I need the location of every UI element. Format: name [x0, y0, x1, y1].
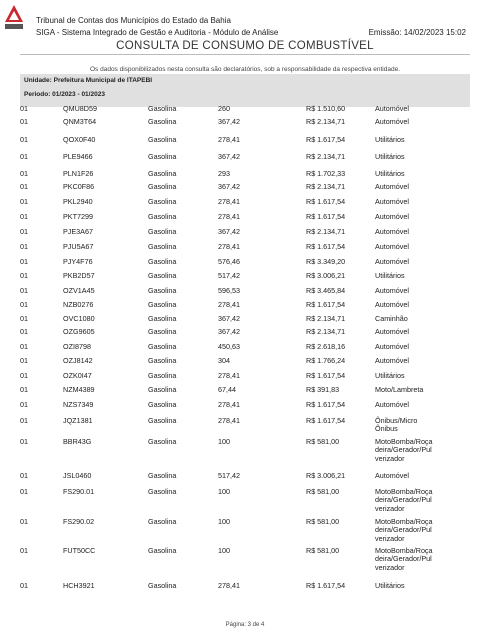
cell-quantidade: 278,41 — [218, 197, 240, 206]
cell-tipo-line: Utilitários — [375, 271, 405, 280]
cell-tipo — [375, 170, 447, 178]
cell-placa: NZM4389 — [63, 385, 95, 394]
periodo-bar: Periodo: 01/2023 - 01/2023 — [20, 87, 470, 107]
cell-placa: FUT50CC — [63, 546, 96, 555]
cell-item: 01 — [20, 117, 28, 126]
cell-tipo-line: deira/Gerador/Pul — [375, 445, 432, 455]
cell-tipo-line: MotoBomba/Roça — [375, 487, 433, 496]
cell-tipo-line: Automóvel — [375, 471, 409, 480]
cell-item: 01 — [20, 400, 28, 409]
cell-tipo — [375, 343, 447, 351]
cell-valor: R$ 581,00 — [306, 487, 340, 496]
system-name: SIGA - Sistema Integrado de Gestão e Auditoria - Módulo de Análise — [36, 28, 279, 37]
cell-placa: PKC0F86 — [63, 182, 95, 191]
cell-tipo-line: Automóvel — [375, 104, 409, 113]
cell-item: 01 — [20, 471, 28, 480]
cell-valor: R$ 2.134,71 — [306, 182, 346, 191]
cell-placa: HCH3921 — [63, 581, 95, 590]
cell-item: 01 — [20, 104, 28, 113]
cell-valor: R$ 581,00 — [306, 437, 340, 446]
cell-tipo-line: deira/Gerador/Pul — [375, 495, 432, 505]
cell-tipo — [375, 153, 447, 161]
cell-item: 01 — [20, 242, 28, 251]
cell-quantidade: 367,42 — [218, 314, 240, 323]
cell-tipo — [375, 198, 447, 206]
cell-placa: PKB2D57 — [63, 271, 95, 280]
cell-combustivel: Gasolina — [148, 327, 177, 336]
cell-item: 01 — [20, 416, 28, 425]
cell-quantidade: 100 — [218, 517, 230, 526]
cell-quantidade: 576,46 — [218, 257, 240, 266]
cell-item: 01 — [20, 227, 28, 236]
cell-item: 01 — [20, 286, 28, 295]
cell-tipo-line: MotoBomba/Roça — [375, 517, 433, 526]
cell-tipo — [375, 315, 447, 323]
cell-tipo — [375, 386, 447, 394]
disclaimer-text: Os dados disponibilizados nesta consulta são declaratórios, sob a responsabilidade da respectiva entidade. — [89, 66, 401, 73]
cell-item: 01 — [20, 169, 28, 178]
cell-tipo-line: Automóvel — [375, 182, 409, 191]
cell-tipo — [375, 213, 447, 221]
cell-combustivel: Gasolina — [148, 212, 177, 221]
cell-tipo-line: Ônibus — [375, 424, 398, 434]
cell-combustivel: Gasolina — [148, 152, 177, 161]
cell-tipo-line: Automóvel — [375, 327, 409, 336]
cell-tipo-line: verizador — [375, 503, 405, 513]
cell-valor: R$ 2.134,71 — [306, 227, 346, 236]
cell-item: 01 — [20, 314, 28, 323]
cell-tipo — [375, 372, 447, 380]
cell-item: 01 — [20, 371, 28, 380]
page-title: CONSULTA DE CONSUMO DE COMBUSTÍVEL — [116, 40, 374, 52]
cell-valor: R$ 1.617,54 — [306, 135, 346, 144]
cell-placa: OZI8798 — [63, 342, 91, 351]
cell-placa: FS290.01 — [63, 487, 95, 496]
cell-tipo — [375, 582, 447, 590]
cell-tipo-line: Moto/Lambreta — [375, 385, 424, 394]
cell-placa: PJY4F76 — [63, 257, 93, 266]
cell-valor: R$ 2.134,71 — [306, 314, 346, 323]
cell-combustivel: Gasolina — [148, 487, 177, 496]
cell-placa: QMU8D59 — [63, 104, 97, 113]
cell-quantidade: 367,42 — [218, 182, 240, 191]
cell-valor: R$ 2.134,71 — [306, 152, 346, 161]
cell-tipo — [375, 272, 447, 280]
cell-placa: NZS7349 — [63, 400, 94, 409]
page-number: Página: 3 de 4 — [225, 622, 265, 628]
cell-tipo — [375, 287, 447, 295]
cell-tipo — [375, 243, 447, 251]
cell-valor: R$ 2.618,16 — [306, 342, 346, 351]
cell-combustivel: Gasolina — [148, 227, 177, 236]
cell-tipo — [375, 488, 447, 513]
cell-valor: R$ 1.766,24 — [306, 356, 346, 365]
cell-item: 01 — [20, 182, 28, 191]
cell-tipo — [375, 301, 447, 309]
cell-valor: R$ 391,83 — [306, 385, 340, 394]
cell-tipo — [375, 357, 447, 365]
cell-tipo-line: Automóvel — [375, 356, 409, 365]
cell-placa: PLE9466 — [63, 152, 93, 161]
cell-tipo-line: verizador — [375, 453, 405, 463]
cell-tipo-line: Automóvel — [375, 242, 409, 251]
cell-placa: PKT7299 — [63, 212, 93, 221]
cell-item: 01 — [20, 135, 28, 144]
cell-placa: QNM3T64 — [63, 117, 97, 126]
cell-tipo-line: Automóvel — [375, 342, 409, 351]
unidade-bar: Unidade: Prefeitura Municipal de ITAPEBI — [20, 74, 470, 87]
cell-valor: R$ 3.349,20 — [306, 257, 346, 266]
cell-valor: R$ 3.006,21 — [306, 271, 346, 280]
cell-quantidade: 278,41 — [218, 212, 240, 221]
cell-combustivel: Gasolina — [148, 169, 177, 178]
cell-combustivel: Gasolina — [148, 117, 177, 126]
cell-combustivel: Gasolina — [148, 135, 177, 144]
cell-combustivel: Gasolina — [148, 546, 177, 555]
cell-tipo-line: Caminhão — [375, 314, 408, 323]
cell-quantidade: 278,41 — [218, 300, 240, 309]
cell-placa: BBR43G — [63, 437, 92, 446]
cell-quantidade: 517,42 — [218, 471, 240, 480]
cell-combustivel: Gasolina — [148, 517, 177, 526]
cell-quantidade: 304 — [218, 356, 230, 365]
cell-tipo-line: Automóvel — [375, 212, 409, 221]
cell-quantidade: 278,41 — [218, 416, 240, 425]
cell-tipo — [375, 328, 447, 336]
cell-combustivel: Gasolina — [148, 271, 177, 280]
cell-valor: R$ 1.617,54 — [306, 300, 346, 309]
cell-quantidade: 67,44 — [218, 385, 236, 394]
cell-placa: PJE3A67 — [63, 227, 93, 236]
cell-quantidade: 367,42 — [218, 152, 240, 161]
cell-placa: NZB0276 — [63, 300, 94, 309]
cell-tipo — [375, 518, 447, 543]
cell-tipo-line: Automóvel — [375, 300, 409, 309]
cell-quantidade: 278,41 — [218, 135, 240, 144]
cell-placa: JSL0460 — [63, 471, 92, 480]
cell-tipo-line: deira/Gerador/Pul — [375, 554, 432, 564]
cell-item: 01 — [20, 300, 28, 309]
cell-combustivel: Gasolina — [148, 471, 177, 480]
cell-combustivel: Gasolina — [148, 182, 177, 191]
cell-placa: QOX0F40 — [63, 135, 96, 144]
cell-valor: R$ 1.617,54 — [306, 197, 346, 206]
emission-date: Emissão: 14/02/2023 15:02 — [368, 28, 466, 37]
cell-item: 01 — [20, 546, 28, 555]
cell-valor: R$ 1.617,54 — [306, 242, 346, 251]
cell-placa: JQZ1381 — [63, 416, 93, 425]
cell-combustivel: Gasolina — [148, 286, 177, 295]
org-name: Tribunal de Contas dos Municípios do Estado da Bahia — [36, 16, 231, 25]
cell-tipo-line: Utilitários — [375, 581, 405, 590]
cell-quantidade: 367,42 — [218, 327, 240, 336]
cell-quantidade: 100 — [218, 487, 230, 496]
cell-quantidade: 367,42 — [218, 227, 240, 236]
cell-tipo-line: verizador — [375, 562, 405, 572]
cell-valor: R$ 1.510,60 — [306, 104, 346, 113]
cell-quantidade: 278,41 — [218, 581, 240, 590]
cell-tipo-line: deira/Gerador/Pul — [375, 525, 432, 535]
cell-tipo — [375, 258, 447, 266]
cell-tipo — [375, 547, 447, 572]
cell-valor: R$ 3.465,84 — [306, 286, 346, 295]
cell-item: 01 — [20, 385, 28, 394]
cell-combustivel: Gasolina — [148, 416, 177, 425]
cell-combustivel: Gasolina — [148, 104, 177, 113]
cell-tipo — [375, 228, 447, 236]
cell-combustivel: Gasolina — [148, 356, 177, 365]
cell-placa: OVC1080 — [63, 314, 95, 323]
cell-combustivel: Gasolina — [148, 300, 177, 309]
cell-item: 01 — [20, 197, 28, 206]
cell-quantidade: 100 — [218, 437, 230, 446]
cell-quantidade: 517,42 — [218, 271, 240, 280]
cell-combustivel: Gasolina — [148, 385, 177, 394]
cell-item: 01 — [20, 517, 28, 526]
cell-tipo — [375, 118, 447, 126]
cell-tipo-line: Automóvel — [375, 197, 409, 206]
cell-tipo-line: Automóvel — [375, 286, 409, 295]
cell-combustivel: Gasolina — [148, 314, 177, 323]
cell-item: 01 — [20, 356, 28, 365]
cell-tipo — [375, 401, 447, 409]
cell-item: 01 — [20, 327, 28, 336]
cell-tipo-line: MotoBomba/Roça — [375, 437, 433, 446]
cell-valor: R$ 581,00 — [306, 546, 340, 555]
cell-valor: R$ 581,00 — [306, 517, 340, 526]
cell-quantidade: 450,63 — [218, 342, 240, 351]
cell-placa: OZK0I47 — [63, 371, 92, 380]
cell-quantidade: 278,41 — [218, 371, 240, 380]
cell-tipo-line: Utilitários — [375, 135, 405, 144]
cell-valor: R$ 1.617,54 — [306, 400, 346, 409]
cell-combustivel: Gasolina — [148, 257, 177, 266]
cell-combustivel: Gasolina — [148, 242, 177, 251]
cell-placa: OZJ8142 — [63, 356, 93, 365]
cell-placa: OZV1A45 — [63, 286, 95, 295]
cell-item: 01 — [20, 437, 28, 446]
cell-tipo — [375, 417, 447, 434]
cell-placa: OZG9605 — [63, 327, 95, 336]
cell-valor: R$ 1.617,54 — [306, 581, 346, 590]
cell-tipo — [375, 438, 447, 463]
cell-tipo-line: Ônibus/Micro — [375, 416, 418, 425]
cell-quantidade: 278,41 — [218, 242, 240, 251]
cell-quantidade: 278,41 — [218, 400, 240, 409]
cell-tipo-line: verizador — [375, 533, 405, 543]
cell-valor: R$ 1.617,54 — [306, 371, 346, 380]
cell-tipo — [375, 136, 447, 144]
cell-combustivel: Gasolina — [148, 342, 177, 351]
cell-combustivel: Gasolina — [148, 437, 177, 446]
cell-combustivel: Gasolina — [148, 581, 177, 590]
cell-item: 01 — [20, 487, 28, 496]
cell-tipo-line: Utilitários — [375, 371, 405, 380]
cell-tipo-line: Automóvel — [375, 117, 409, 126]
cell-combustivel: Gasolina — [148, 197, 177, 206]
cell-combustivel: Gasolina — [148, 371, 177, 380]
tcm-logo-icon — [4, 4, 24, 30]
cell-tipo-line: Automóvel — [375, 257, 409, 266]
cell-tipo-line: Utilitários — [375, 169, 405, 178]
cell-valor: R$ 1.617,54 — [306, 416, 346, 425]
cell-quantidade: 100 — [218, 546, 230, 555]
cell-tipo-line: Automóvel — [375, 400, 409, 409]
cell-item: 01 — [20, 342, 28, 351]
cell-item: 01 — [20, 257, 28, 266]
title-divider — [20, 54, 470, 55]
cell-valor: R$ 1.617,54 — [306, 212, 346, 221]
cell-valor: R$ 2.134,71 — [306, 117, 346, 126]
cell-tipo-line: MotoBomba/Roça — [375, 546, 433, 555]
cell-quantidade: 596,53 — [218, 286, 240, 295]
cell-valor: R$ 2.134,71 — [306, 327, 346, 336]
cell-tipo-line: Automóvel — [375, 227, 409, 236]
cell-placa: PLN1F26 — [63, 169, 94, 178]
cell-tipo — [375, 183, 447, 191]
cell-valor: R$ 1.702,33 — [306, 169, 346, 178]
cell-combustivel: Gasolina — [148, 400, 177, 409]
cell-placa: PKL2940 — [63, 197, 93, 206]
cell-tipo — [375, 472, 447, 480]
cell-quantidade: 293 — [218, 169, 230, 178]
cell-valor: R$ 3.006,21 — [306, 471, 346, 480]
cell-quantidade: 260 — [218, 104, 230, 113]
cell-item: 01 — [20, 271, 28, 280]
cell-item: 01 — [20, 581, 28, 590]
cell-tipo — [375, 105, 447, 113]
cell-placa: PJU5A67 — [63, 242, 94, 251]
cell-tipo-line: Utilitários — [375, 152, 405, 161]
cell-placa: FS290.02 — [63, 517, 95, 526]
cell-item: 01 — [20, 212, 28, 221]
cell-item: 01 — [20, 152, 28, 161]
cell-quantidade: 367,42 — [218, 117, 240, 126]
